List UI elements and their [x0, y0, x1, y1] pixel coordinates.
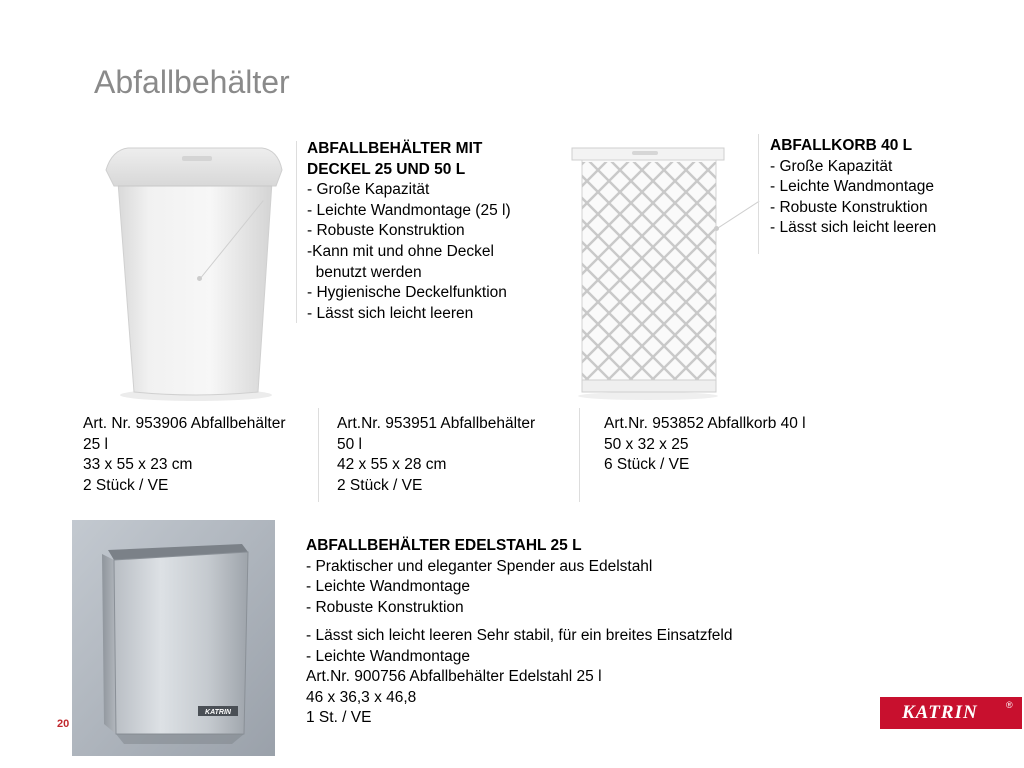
feature-item: - Leichte Wandmontage — [770, 178, 934, 196]
waste-basket-image — [568, 144, 728, 400]
feature-item: - Große Kapazität — [307, 181, 430, 199]
product-heading: ABFALLKORB 40 L — [770, 137, 913, 154]
article-line: 2 Stück / VE — [337, 476, 423, 494]
product-heading: ABFALLBEHÄLTER EDELSTAHL 25 L — [306, 537, 582, 554]
article-line: 2 Stück / VE — [83, 476, 169, 494]
article-line: Art.Nr. 900756 Abfallbehälter Edelstahl 25 l — [306, 668, 602, 686]
article-info-953852 — [604, 414, 806, 476]
product-description-basket — [770, 136, 936, 239]
callout-dot — [197, 276, 202, 281]
steel-bin-plate: KATRIN — [205, 709, 231, 716]
feature-item: - Praktischer und eleganter Spender aus Edelstahl — [306, 557, 653, 575]
product-details-steel-bin — [306, 626, 732, 729]
article-line: 1 St. / VE — [306, 709, 372, 727]
katrin-logo — [880, 697, 1022, 729]
logo-text: KATRIN — [902, 702, 978, 723]
page-title: Abfallbehälter — [94, 64, 290, 100]
feature-item: - Leichte Wandmontage — [306, 578, 470, 596]
article-line: Art.Nr. 953852 Abfallkorb 40 l — [604, 415, 806, 432]
feature-item: - Robuste Konstruktion — [306, 598, 464, 616]
feature-item: - Robuste Konstruktion — [307, 222, 465, 240]
article-line: 42 x 55 x 28 cm — [337, 456, 447, 474]
feature-item: - Lässt sich leicht leeren — [307, 304, 474, 322]
divider — [758, 134, 759, 254]
divider — [318, 408, 319, 502]
article-line: Art. Nr. 953906 Abfallbehälter — [83, 415, 286, 432]
divider — [579, 408, 580, 502]
article-line: 50 x 32 x 25 — [604, 435, 689, 453]
article-line: 50 l — [337, 435, 362, 453]
feature-item: - Leichte Wandmontage — [306, 647, 470, 665]
article-info-953951 — [337, 414, 535, 496]
registered-mark: ® — [1006, 700, 1013, 710]
feature-item: - Hygienische Deckelfunktion — [307, 284, 507, 302]
product-description-bin-lid — [307, 139, 511, 324]
feature-item: - Lässt sich leicht leeren — [770, 219, 937, 237]
page-number: 20 — [57, 718, 70, 730]
product-heading: ABFALLBEHÄLTER MIT — [307, 140, 483, 157]
article-info-953906 — [83, 414, 286, 496]
product-description-steel-bin — [306, 536, 652, 618]
article-line: 46 x 36,3 x 46,8 — [306, 688, 417, 706]
feature-item: - Leichte Wandmontage (25 l) — [307, 201, 511, 219]
divider — [296, 141, 297, 323]
product-heading: DECKEL 25 UND 50 L — [307, 160, 466, 178]
feature-item: benutzt werden — [307, 263, 422, 281]
article-line: 6 Stück / VE — [604, 456, 690, 474]
callout-dot — [714, 226, 719, 231]
stainless-steel-bin-image — [72, 520, 275, 756]
article-line: 33 x 55 x 23 cm — [83, 456, 193, 474]
waste-bin-with-lid-image — [104, 140, 286, 402]
feature-item: - Robuste Konstruktion — [770, 198, 928, 216]
feature-item: - Große Kapazität — [770, 157, 893, 175]
article-line: Art.Nr. 953951 Abfallbehälter — [337, 415, 536, 432]
feature-item: - Lässt sich leicht leeren Sehr stabil, für ein breites Einsatzfeld — [306, 627, 733, 644]
article-line: 25 l — [83, 435, 108, 453]
feature-item: -Kann mit und ohne Deckel — [307, 242, 494, 260]
